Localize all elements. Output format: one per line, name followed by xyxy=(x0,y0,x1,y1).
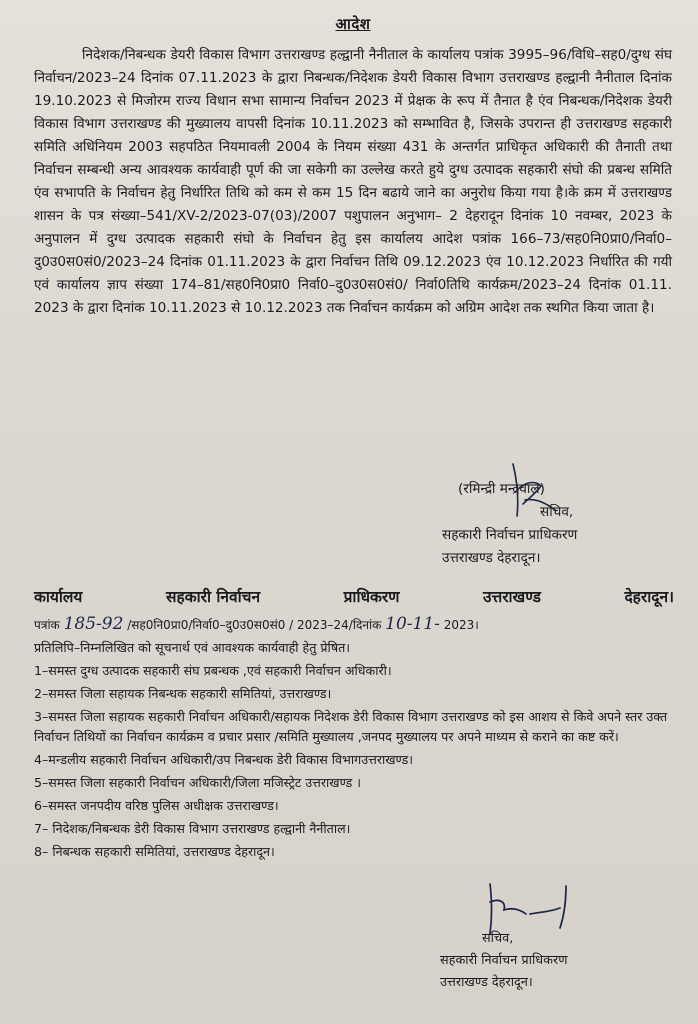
signature-block-2 xyxy=(440,928,660,994)
office-header-word-3: प्राधिकरण xyxy=(343,588,400,606)
signature-block-1 xyxy=(430,478,670,570)
reference-prefix: पत्रांक xyxy=(34,618,60,632)
reference-line xyxy=(34,614,674,634)
list-item: 2–समस्त जिला सहायक निबन्धक सहकारी समितियां, उत्तराखण्ड। xyxy=(34,686,332,701)
signatory-name: (रमिन्द्री मन्द्रवाल) xyxy=(458,481,545,497)
signatory2-designation: सचिव, xyxy=(482,931,514,946)
copy-list xyxy=(34,638,670,865)
reference-number: 185-92 xyxy=(63,614,124,634)
list-item: 5–समस्त जिला सहकारी निर्वाचन अधिकारी/जिला मजिस्ट्रेट उत्तराखण्ड । xyxy=(34,775,362,790)
order-title: आदेश xyxy=(335,15,371,33)
reference-date: 10-11- xyxy=(385,614,440,634)
list-item: 8– निबन्धक सहकारी समितियां, उत्तराखण्ड देहरादून। xyxy=(34,844,275,859)
copy-list-intro: प्रतिलिपि–निम्नलिखित को सूचनार्थ एवं आवश्यक कार्यवाही हेतु प्रेषित। xyxy=(34,640,351,655)
signatory-location: उत्तराखण्ड देहरादून। xyxy=(442,550,541,566)
list-item: 4–मन्डलीय सहकारी निर्वाचन अधिकारी/उप निबन्धक डेरी विकास विभागउत्तराखण्ड। xyxy=(34,752,414,767)
list-item: 6–समस्त जनपदीय वरिष्ठ पुलिस अधीक्षक उत्तराखण्ड। xyxy=(34,798,279,813)
signatory2-location: उत्तराखण्ड देहरादून। xyxy=(440,975,533,990)
order-body: निदेशक/निबन्धक डेयरी विकास विभाग उत्तराखण्ड हल्द्वानी नैनीताल के कार्यालय पत्रांक 3995–96/विधि–सह0/दुग्ध संघ निर्वाचन/2023–24 दिनांक 07.11.2023 के द्वारा निबन्धक/निदेशक डेयरी विकास विभाग उत्तराखण्ड हल्द्वानी नैनीताल दिनांक 19.10.2023 से मिजोरम राज्य विधान सभा सामान्य निर्वाचन 2023 में प्रेक्षक के रूप में तैनात है एंव निबन्धक/निदेशक डेयरी विकास विभाग उत्तराखण्ड की मुख्यालय वापसी दिनांक 10.11.2023 को सम्भावित है, जिसके उपरान्त ही उत्तराखण्ड सहकारी समिति अधिनियम 2003 सहपठित नियमावली 2004 के नियम संख्या 431 के अन्तर्गत प्राधिकृत अधिकारी की तैनाती तथा निर्वाचन सम्बन्धी अन्य आवश्यक कार्यवाही पूर्ण की जा सकेगी का उल्लेख करते हुये दुग्ध उत्पादक सहकारी संघो की प्रबन्ध समिति एंव सभापति के निर्वाचन हेतु निर्धारित तिथि को कम से कम 15 दिन बढाये जाने का अनुरोध किया गया है।के क्रम में उत्तराखण्ड शासन के पत्र संख्या–541/XV-2/2023-07(03)/2007 पशुपालन अनुभाग– 2 देहरादून दिनांक 10 नवम्बर, 2023 के अनुपालन में दुग्ध उत्पादक सहकारी संघो के निर्वाचन हेतु इस कार्यालय आदेश पत्रांक 166–73/सह0नि0प्रा0/निर्वा0–दु0उ0स0सं0/2023–24 दिनांक 01.11.2023 के द्वारा निर्वाचन तिथि 09.12.2023 एंव 10.12.2023 निर्धारित की गयी एवं कार्यालय ज्ञाप संख्या 174–81/सह0नि0प्रा0 निर्वा0–दु0उ0स0सं0/ निर्वा0तिथि कार्यक्रम/2023–24 दिनांक 01.11. 2023 के द्वारा दिनांक 10.11.2023 से 10.12.2023 तक निर्वाचन कार्यक्रम को अग्रिम आदेश तक स्थगित किया जाता है। xyxy=(34,47,672,316)
office-header-word-4: उत्तराखण्ड xyxy=(483,588,541,606)
office-header-word-5: देहरादून। xyxy=(624,588,674,606)
reference-middle: /सह0नि0प्रा0/निर्वा0–दु0उ0स0सं0 / 2023–24/दिनांक xyxy=(127,618,382,632)
list-item: 3–समस्त जिला सहायक सहकारी निर्वाचन अधिकारी/सहायक निदेशक डेरी विकास विभाग उत्तराखण्ड को इस आशय से किवे अपने स्तर उक्त निर्वाचन तिथियों का निर्वाचन कार्यक्रम व प्रचार प्रसार /समिति मुख्यालय ,जनपद मुख्यालय पर अपने माध्यम से कराने का कष्ट करें। xyxy=(34,709,668,744)
list-item: 1–समस्त दुग्ध उत्पादक सहकारी संघ प्रबन्धक ,एवं सहकारी निर्वाचन अधिकारी। xyxy=(34,663,392,678)
office-header xyxy=(34,585,674,607)
signatory-authority: सहकारी निर्वाचन प्राधिकरण xyxy=(442,527,578,543)
list-item: 7– निदेशक/निबन्धक डेरी विकास विभाग उत्तराखण्ड हल्द्वानी नैनीताल। xyxy=(34,821,351,836)
office-header-word-1: कार्यालय xyxy=(34,588,83,606)
signatory-designation: सचिव, xyxy=(540,504,574,520)
office-header-word-2: सहकारी निर्वाचन xyxy=(165,588,261,606)
reference-year: 2023। xyxy=(443,618,479,632)
signatory2-authority: सहकारी निर्वाचन प्राधिकरण xyxy=(440,953,568,968)
